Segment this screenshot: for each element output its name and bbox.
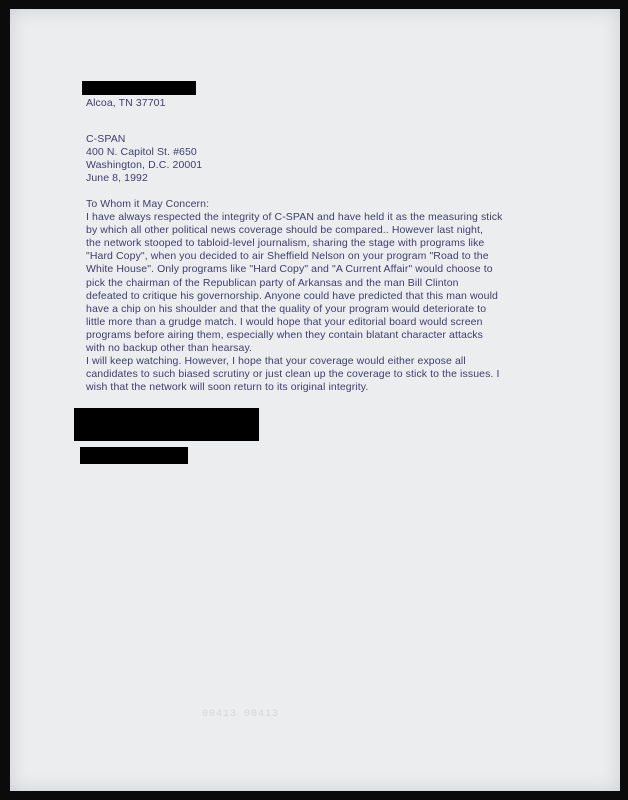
body-line: defeated to critique his governorship. Anyone could have predicted that this man would <box>86 289 498 302</box>
body-line: little more than a grudge match. I would hope that your editorial board would screen <box>86 315 483 328</box>
letter-page <box>10 9 620 791</box>
faint-stamp: 00413 00413 <box>202 709 280 720</box>
body-line: with no backup other than hearsay. <box>86 342 253 355</box>
body-line: programs before airing them, especially when they contain blatant character attacks <box>86 328 484 341</box>
redacted-signature <box>74 408 259 441</box>
sender-city-line: Alcoa, TN 37701 <box>86 97 166 109</box>
body-line: by which all other political news coverage should be compared.. However last night, <box>86 224 484 237</box>
body-line: "Hard Copy", when you decided to air Sheffield Nelson on your program "Road to the <box>86 250 489 263</box>
sender-address <box>86 97 166 110</box>
body-line: White House". Only programs like "Hard Copy" and "A Current Affair" would choose to <box>86 263 493 276</box>
body-line: I have always respected the integrity of C-SPAN and have held it as the measuring stick <box>86 211 503 224</box>
letter-date: June 8, 1992 <box>86 172 148 185</box>
body-line: pick the chairman of the Republican party of Arkansas and the man Bill Clinton <box>86 276 459 289</box>
recipient-name: C-SPAN <box>86 133 126 145</box>
body-line: have a chip on his shoulder and that the quality of your program would deteriorate to <box>86 302 487 315</box>
recipient-street: 400 N. Capitol St. #650 <box>86 146 197 159</box>
body-line: I will keep watching. However, I hope that your coverage would either expose all <box>86 355 466 368</box>
body-line: candidates to such biased scrutiny or just clean up the coverage to stick to the issues. I <box>86 368 500 381</box>
recipient-address <box>86 133 202 185</box>
redacted-printed-name <box>80 447 188 464</box>
salutation: To Whom it May Concern: <box>86 198 210 210</box>
body-line: wish that the network will soon return to its original integrity. <box>86 381 369 394</box>
recipient-city: Washington, D.C. 20001 <box>86 159 203 172</box>
redacted-sender-name <box>82 81 196 95</box>
letter-body <box>86 198 502 394</box>
body-line: the network stooped to tabloid-level journalism, sharing the stage with programs like <box>86 237 485 250</box>
